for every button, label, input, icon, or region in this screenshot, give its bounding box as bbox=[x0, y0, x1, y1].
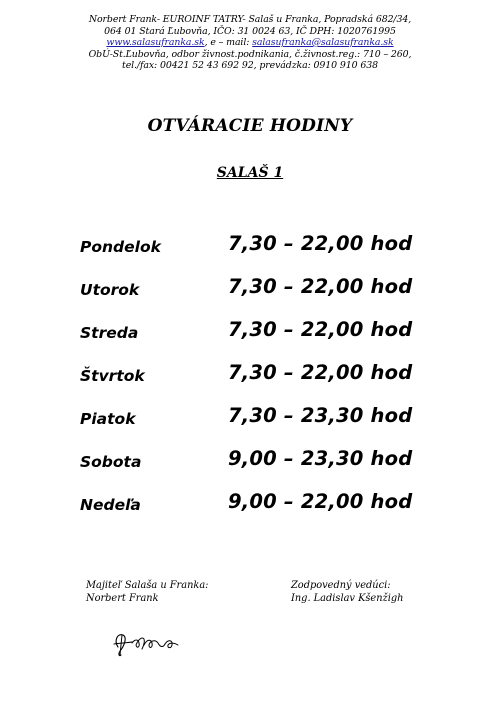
day-label: Utorok bbox=[80, 281, 140, 299]
schedule-row-saturday bbox=[80, 447, 480, 490]
letterhead bbox=[0, 14, 500, 72]
hours-value: 7,30 – 22,00 hod bbox=[228, 275, 413, 298]
opening-hours-table bbox=[80, 232, 480, 533]
day-label: Piatok bbox=[80, 410, 136, 428]
letterhead-line-company: Norbert Frank- EUROINF TATRY- Salaš u Franka, Popradská 682/34, bbox=[88, 14, 412, 25]
schedule-row-friday bbox=[80, 404, 480, 447]
manager-block bbox=[291, 579, 403, 605]
hours-value: 7,30 – 22,00 hod bbox=[228, 318, 413, 341]
owner-block bbox=[86, 579, 208, 605]
letterhead-line-phone: tel./fax: 00421 52 43 692 92, prevádzka: 0910 910 638 bbox=[122, 60, 378, 71]
schedule-row-monday bbox=[80, 232, 480, 275]
owner-role: Majiteľ Salaša u Franka: bbox=[86, 580, 209, 591]
manager-name: Ing. Ladislav Kšenžigh bbox=[291, 593, 404, 604]
schedule-row-sunday bbox=[80, 490, 480, 533]
day-label: Sobota bbox=[80, 453, 142, 471]
day-label: Streda bbox=[80, 324, 139, 342]
schedule-row-thursday bbox=[80, 361, 480, 404]
handwritten-signature bbox=[108, 627, 188, 661]
website-link[interactable]: www.salasufranka.sk bbox=[106, 37, 205, 48]
hours-value: 7,30 – 22,00 hod bbox=[228, 232, 413, 255]
hours-value: 7,30 – 23,30 hod bbox=[228, 404, 413, 427]
schedule-row-wednesday bbox=[80, 318, 480, 361]
day-label: Pondelok bbox=[80, 238, 161, 256]
hours-value: 9,00 – 22,00 hod bbox=[228, 490, 413, 513]
day-label: Nedeľa bbox=[80, 496, 141, 514]
email-prefix: , e – mail: bbox=[204, 37, 253, 48]
schedule-row-tuesday bbox=[80, 275, 480, 318]
letterhead-line-address: 064 01 Stará Ľubovňa, IČO: 31 0024 63, IČ DPH: 1020761995 bbox=[104, 25, 396, 37]
page-title: OTVÁRACIE HODINY bbox=[147, 116, 353, 136]
subtitle-text: SALAŠ 1 bbox=[216, 165, 284, 181]
letterhead-line-registration: ObÚ-St.Ľubovňa, odbor živnost.podnikania, č.živnost.reg.: 710 – 260, bbox=[88, 48, 412, 60]
hours-value: 7,30 – 22,00 hod bbox=[228, 361, 413, 384]
letterhead-line-contact bbox=[0, 37, 500, 49]
page-subtitle bbox=[0, 165, 500, 181]
owner-name: Norbert Frank bbox=[86, 593, 159, 604]
hours-value: 9,00 – 23,30 hod bbox=[228, 447, 413, 470]
email-link[interactable]: salasufranka@salasufranka.sk bbox=[252, 37, 394, 48]
day-label: Štvrtok bbox=[80, 367, 145, 385]
manager-role: Zodpovedný vedúci: bbox=[291, 580, 391, 591]
